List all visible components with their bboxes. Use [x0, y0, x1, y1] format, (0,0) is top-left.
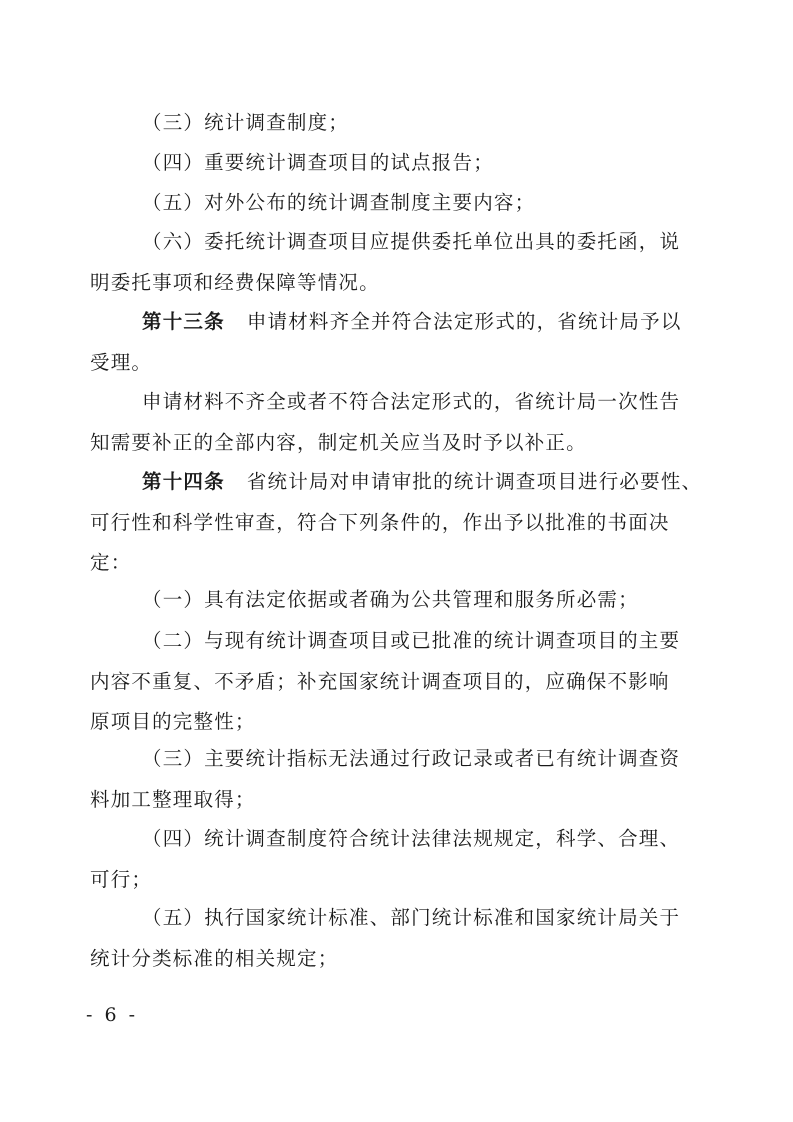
- condition-3: [90, 739, 705, 820]
- text-line: 内容不重复、不矛盾；补充国家统计调查项目的，应确保不影响: [90, 669, 670, 693]
- item-3-statistical-system: [90, 103, 705, 144]
- article-14: [90, 462, 705, 584]
- article-13-text: 申请材料齐全并符合法定形式的，省统计局予以: [246, 310, 682, 333]
- text-line: （四）统计调查制度符合统计法律法规规定，科学、合理、: [142, 827, 681, 850]
- item-5-public-content: [90, 183, 705, 224]
- item-4-pilot-report: [90, 143, 705, 184]
- article-13-supplement: [90, 382, 705, 463]
- text-line: （六）委托统计调查项目应提供委托单位出具的委托函，说: [142, 230, 681, 253]
- text-line: 定：: [90, 551, 132, 574]
- text-line: 可行性和科学性审查，符合下列条件的，作出予以批准的书面决: [90, 510, 670, 534]
- text-line: 统计分类标准的相关规定；: [90, 946, 339, 970]
- article-14-heading: 第十四条: [142, 470, 225, 493]
- text-line: 申请材料不齐全或者不符合法定形式的，省统计局一次性告: [142, 390, 681, 413]
- item-6-entrustment-letter: [90, 222, 705, 303]
- condition-2: [90, 621, 705, 743]
- text-line: [90, 462, 705, 503]
- condition-4: [90, 819, 705, 900]
- text-line: （五）执行国家统计标准、部门统计标准和国家统计局关于: [142, 906, 681, 929]
- text-line: 可行；: [90, 867, 153, 891]
- text-line: 明委托事项和经费保障等情况。: [90, 270, 380, 294]
- text-line: （三）统计调查制度；: [142, 111, 350, 134]
- text-line: （五）对外公布的统计调查制度主要内容；: [142, 191, 536, 214]
- text-line: （一）具有法定依据或者确为公共管理和服务所必需；: [142, 588, 639, 611]
- text-line: [90, 302, 705, 343]
- text-line: 原项目的完整性；: [90, 710, 256, 733]
- condition-1: [90, 580, 705, 621]
- article-14-text: 省统计局对申请审批的统计调查项目进行必要性、: [246, 470, 703, 493]
- text-line: （三）主要统计指标无法通过行政记录或者已有统计调查资: [142, 747, 681, 770]
- article-13: [90, 302, 705, 383]
- page-number: - 6 -: [86, 1004, 139, 1026]
- article-13-heading: 第十三条: [142, 310, 225, 333]
- text-line: 受理。: [90, 350, 153, 374]
- text-line: 料加工整理取得；: [90, 787, 256, 811]
- condition-5: [90, 898, 705, 979]
- text-line: （二）与现有统计调查项目或已批准的统计调查项目的主要: [142, 629, 681, 652]
- text-line: 知需要补正的全部内容，制定机关应当及时予以补正。: [90, 430, 587, 454]
- text-line: （四）重要统计调查项目的试点报告；: [142, 151, 494, 174]
